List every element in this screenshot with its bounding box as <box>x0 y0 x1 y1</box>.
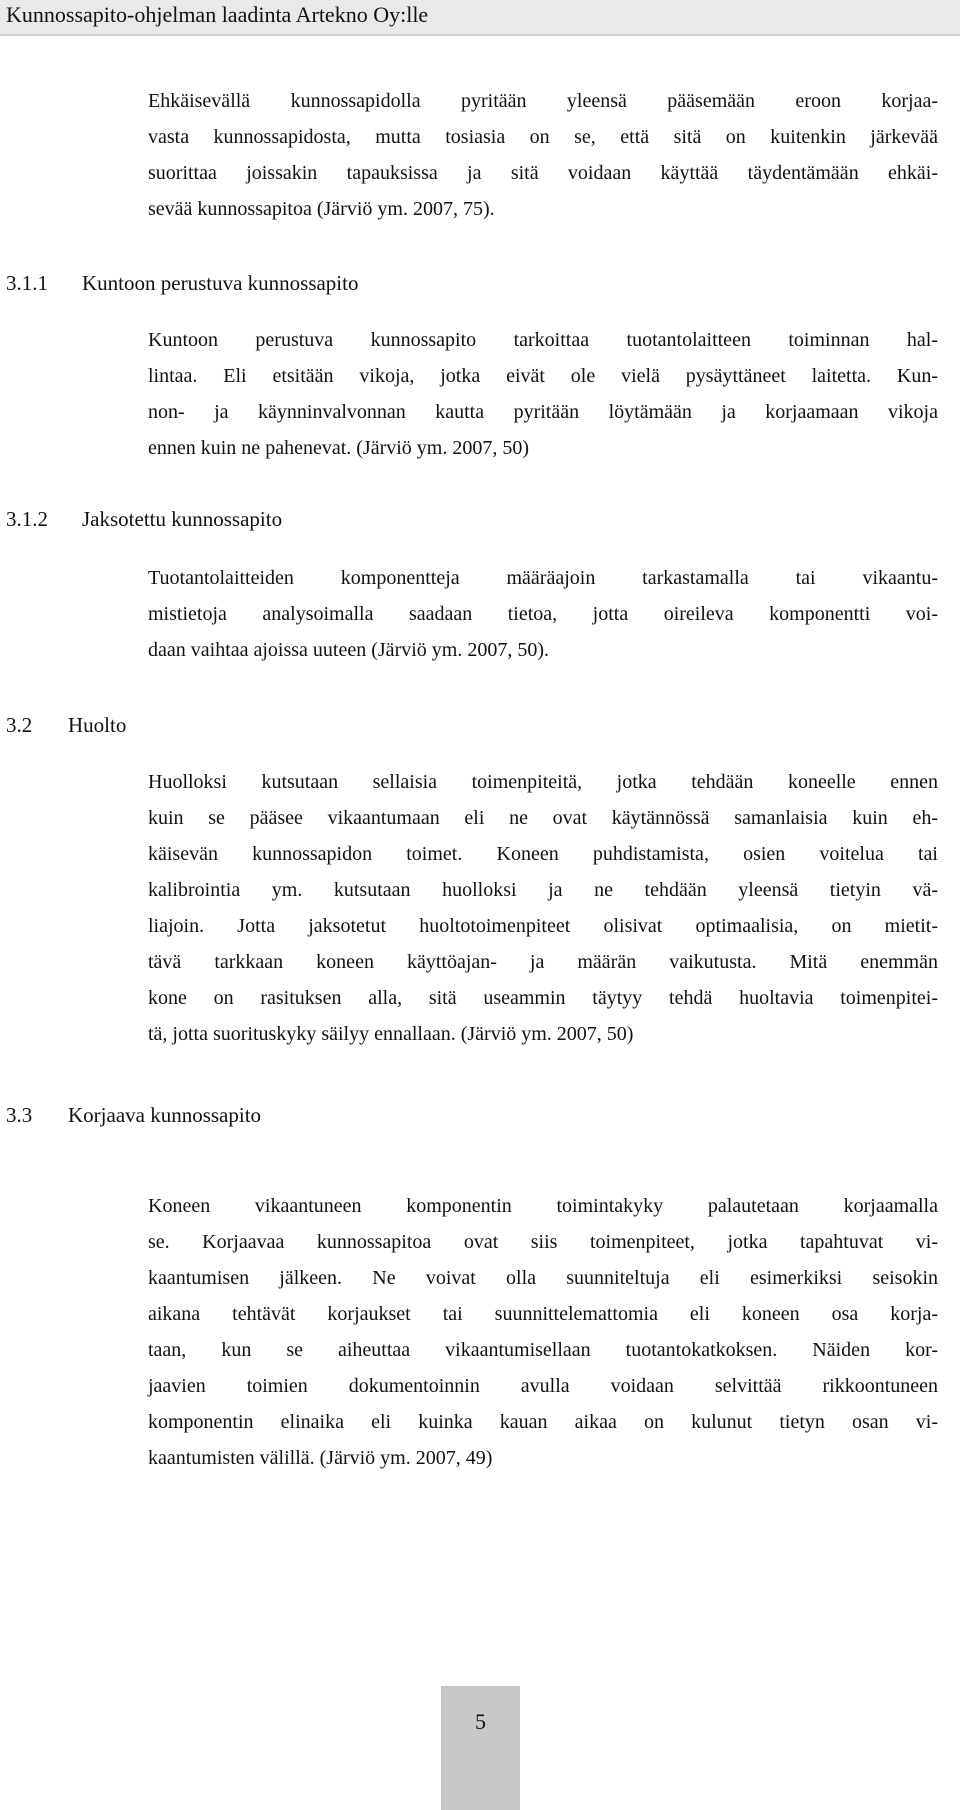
paragraph-line: Tuotantolaitteiden komponentteja määräajoin tarkastamalla tai vikaantu- <box>148 567 938 589</box>
paragraph-line: non- ja käynninvalvonnan kautta pyritään löytämään ja korjaamaan vikoja <box>148 401 938 423</box>
section-number: 3.2 <box>6 713 33 737</box>
running-header <box>0 0 960 36</box>
page-number-box <box>441 1686 520 1810</box>
paragraph-line: kalibrointia ym. kutsutaan huolloksi ja ne tehdään yleensä tietyin vä- <box>148 879 938 901</box>
paragraph-line: se. Korjaavaa kunnossapitoa ovat siis toimenpiteet, jotka tapahtuvat vi- <box>148 1231 938 1253</box>
section-heading-3-2 <box>6 710 126 740</box>
section-number: 3.3 <box>6 1103 33 1127</box>
section-heading-3-3 <box>6 1100 261 1130</box>
paragraph-line: taan, kun se aiheuttaa vikaantumisellaan tuotantokatkoksen. Näiden kor- <box>148 1339 938 1361</box>
paragraph-line: kaantumisen jälkeen. Ne voivat olla suunniteltuja eli esimerkiksi seisokin <box>148 1267 938 1289</box>
page-number: 5 <box>475 1709 486 1734</box>
paragraph-line: kone on rasituksen alla, sitä useammin täytyy tehdä huoltavia toimenpitei- <box>148 987 938 1009</box>
paragraph-line: tä, jotta suorituskyky säilyy ennallaan. (Järviö ym. 2007, 50) <box>148 1023 634 1045</box>
paragraph-3-1-1 <box>148 322 938 466</box>
paragraph-line: Ehkäisevällä kunnossapidolla pyritään yleensä pääsemään eroon korjaa- <box>148 90 938 112</box>
paragraph-line: komponentin elinaika eli kuinka kauan aikaa on kulunut tietyn osan vi- <box>148 1411 938 1433</box>
section-title: Kuntoon perustuva kunnossapito <box>82 271 359 295</box>
section-heading-3-1-1 <box>6 268 358 298</box>
paragraph-line: ennen kuin ne pahenevat. (Järviö ym. 2007, 50) <box>148 437 530 459</box>
paragraph-line: käisevän kunnossapidon toimet. Koneen puhdistamista, osien voitelua tai <box>148 843 938 865</box>
paragraph-line: kuin se pääsee vikaantumaan eli ne ovat käytännössä samanlaisia kuin eh- <box>148 807 938 829</box>
paragraph-line: Huolloksi kutsutaan sellaisia toimenpiteitä, jotka tehdään koneelle ennen <box>148 771 938 793</box>
section-heading-3-1-2 <box>6 504 282 534</box>
paragraph-line: Kuntoon perustuva kunnossapito tarkoittaa tuotantolaitteen toiminnan hal- <box>148 329 938 351</box>
paragraph-line: liajoin. Jotta jaksotetut huoltotoimenpiteet olisivat optimaalisia, on mietit- <box>148 915 938 937</box>
paragraph-line: jaavien toimien dokumentoinnin avulla voidaan selvittää rikkoontuneen <box>148 1375 938 1397</box>
section-number: 3.1.2 <box>6 507 48 531</box>
paragraph-line: Koneen vikaantuneen komponentin toimintakyky palautetaan korjaamalla <box>148 1195 938 1217</box>
paragraph-3-3 <box>148 1188 938 1476</box>
section-number: 3.1.1 <box>6 271 48 295</box>
paragraph-line: mistietoja analysoimalla saadaan tietoa, jotta oireileva komponentti voi- <box>148 603 938 625</box>
section-title: Jaksotettu kunnossapito <box>82 507 283 531</box>
section-title: Huolto <box>68 713 127 737</box>
paragraph-line: tävä tarkkaan koneen käyttöajan- ja määrän vaikutusta. Mitä enemmän <box>148 951 938 973</box>
paragraph-3-2 <box>148 764 938 1052</box>
document-title: Kunnossapito-ohjelman laadinta Artekno Oy:lle <box>6 2 429 27</box>
paragraph-line: aikana tehtävät korjaukset tai suunnittelemattomia eli koneen osa korja- <box>148 1303 938 1325</box>
paragraph-line: kaantumisten välillä. (Järviö ym. 2007, 49) <box>148 1447 493 1469</box>
paragraph-line: suorittaa joissakin tapauksissa ja sitä voidaan käyttää täydentämään ehkäi- <box>148 162 938 184</box>
section-title: Korjaava kunnossapito <box>68 1103 262 1127</box>
paragraph-3-1-2 <box>148 560 938 668</box>
paragraph-line: sevää kunnossapitoa (Järviö ym. 2007, 75). <box>148 198 495 220</box>
paragraph-line: daan vaihtaa ajoissa uuteen (Järviö ym. 2007, 50). <box>148 639 549 661</box>
paragraph-line: lintaa. Eli etsitään vikoja, jotka eivät ole vielä pysäyttäneet laitetta. Kun- <box>148 365 938 387</box>
intro-paragraph <box>148 83 938 227</box>
paragraph-line: vasta kunnossapidosta, mutta tosiasia on se, että sitä on kuitenkin järkevää <box>148 126 938 148</box>
